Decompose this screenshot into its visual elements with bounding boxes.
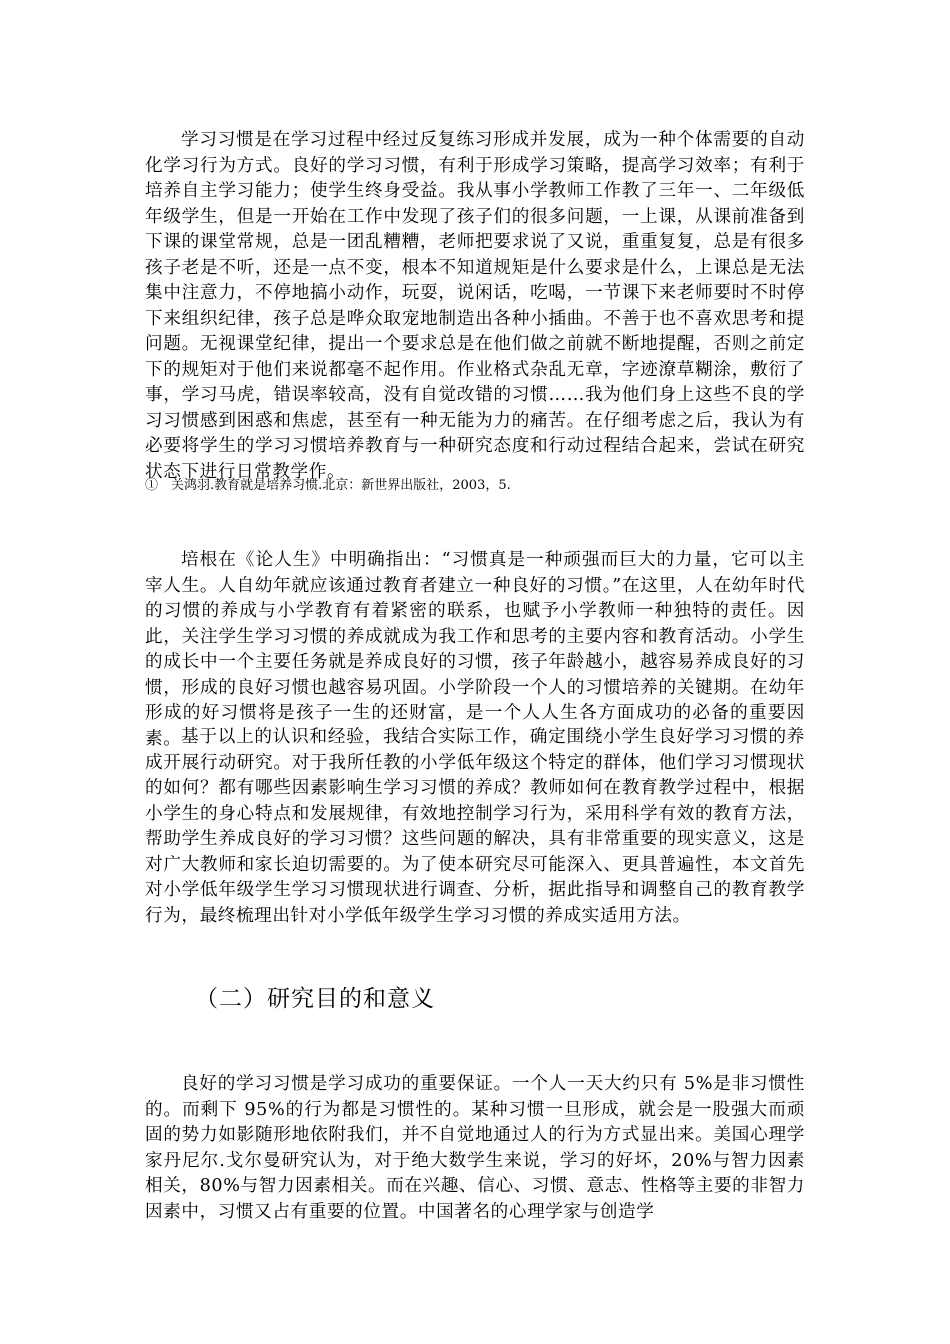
body-paragraph-3: 基于以上的认识和经验，我结合实际工作，确定围绕小学生良好学习习惯的养成开展行动研究。对于我所任教的小学低年级这个特定的群体，他们学习习惯现状的如何？都有哪些因素影响生学习习惯的养成？教师如何在教育教学过程中，根据小学生的身心特点和发展规律，有效地控制学习行为，采用科学有效的教育方法，帮助学生养成良好的学习习惯？这些问题的解决，具有非常重要的现实意义，这是对广大教师和家长迫切需要的。为了使本研究尽可能深入、更具普遍性，本文首先对小学低年级学生学习习惯现状进行调查、分析，据此指导和调整自己的教育教学行为，最终梳理出针对小学低年级学生学习习惯的养成实适用方法。: [145, 727, 805, 926]
body-paragraph-4: 良好的学习习惯是学习成功的重要保证。一个人一天大约只有 5%是非习惯性的。而剩下 95%的行为都是习惯性的。某种习惯一旦形成，就会是一股强大而顽固的势力如影随形地依附我们，并不自觉地通过人的行为方式显出来。美国心理学家丹尼尔.戈尔曼研究认为，对于绝大数学生来说，学习的好坏，20%与智力因素相关，80%与智力因素相关。而在兴趣、信心、习惯、意志、性格等主要的非智力因素中，习惯又占有重要的位置。中国著名的心理学家与创造学: [145, 1074, 805, 1222]
body-paragraph-1: 学习习惯是在学习过程中经过反复练习形成并发展，成为一种个体需要的自动化学习行为方式。良好的学习习惯，有利于形成学习策略，提高学习效率；有利于培养自主学习能力；使学生终身受益。我从事小学教师工作教了三年一、二年级低年级学生，但是一开始在工作中发现了孩子们的很多问题，一上课，从课前准备到下课的课堂常规，总是一团乱糟糟，老师把要求说了又说，重重复复，总是有很多孩子老是不听，还是一点不变，根本不知道规矩是什么要求是什么，上课总是无法集中注意力，不停地搞小动作，玩耍，说闲话，吃喝，一节课下来老师要时不时停下来组织纪律，孩子总是哗众取宠地制造出各种小插曲。不善于也不喜欢思考和提问题。无视课堂纪律，提出一个要求总是在他们做之前就不断地提醒，否则之前定下的规矩对于他们来说都毫不起作用。作业格式杂乱无章，字迹潦草糊涂，敷衍了事，学习马虎，错误率较高，没有自觉改错的习惯……我为他们身上这些不良的学习习惯感到困惑和焦虑，甚至有一种无能为力的痛苦。在仔细考虑之后，我认为有必要将学生的学习习惯培养教育与一种研究态度和行动过程结合起来，尝试在研究状态下进行日常教学作。: [145, 130, 805, 482]
footnote: ① 关鸿羽.教育就是培养习惯.北京：新世界出版社，2003，5.: [145, 478, 511, 493]
body-paragraph-2: 培根在《论人生》中明确指出：“习惯真是一种顽强而巨大的力量，它可以主宰人生。人自幼年就应该通过教育者建立一种良好的习惯。”在这里，人在幼年时代的习惯的养成与小学教育有着紧密的联系，也赋予小学教师一种独特的责任。因此，关注学生学习习惯的养成就成为我工作和思考的主要内容和教育活动。小学生的成长中一个主要任务就是养成良好的习惯，孩子年龄越小，越容易养成良好的习惯，形成的良好习惯也越容易巩固。小学阶段一个人的习惯培养的关键期。在幼年形成的好习惯将是孩子一生的还财富，是一个人人生各方面成功的必备的重要因素。: [145, 550, 805, 749]
section-heading: （二）研究目的和意义: [195, 986, 435, 1012]
